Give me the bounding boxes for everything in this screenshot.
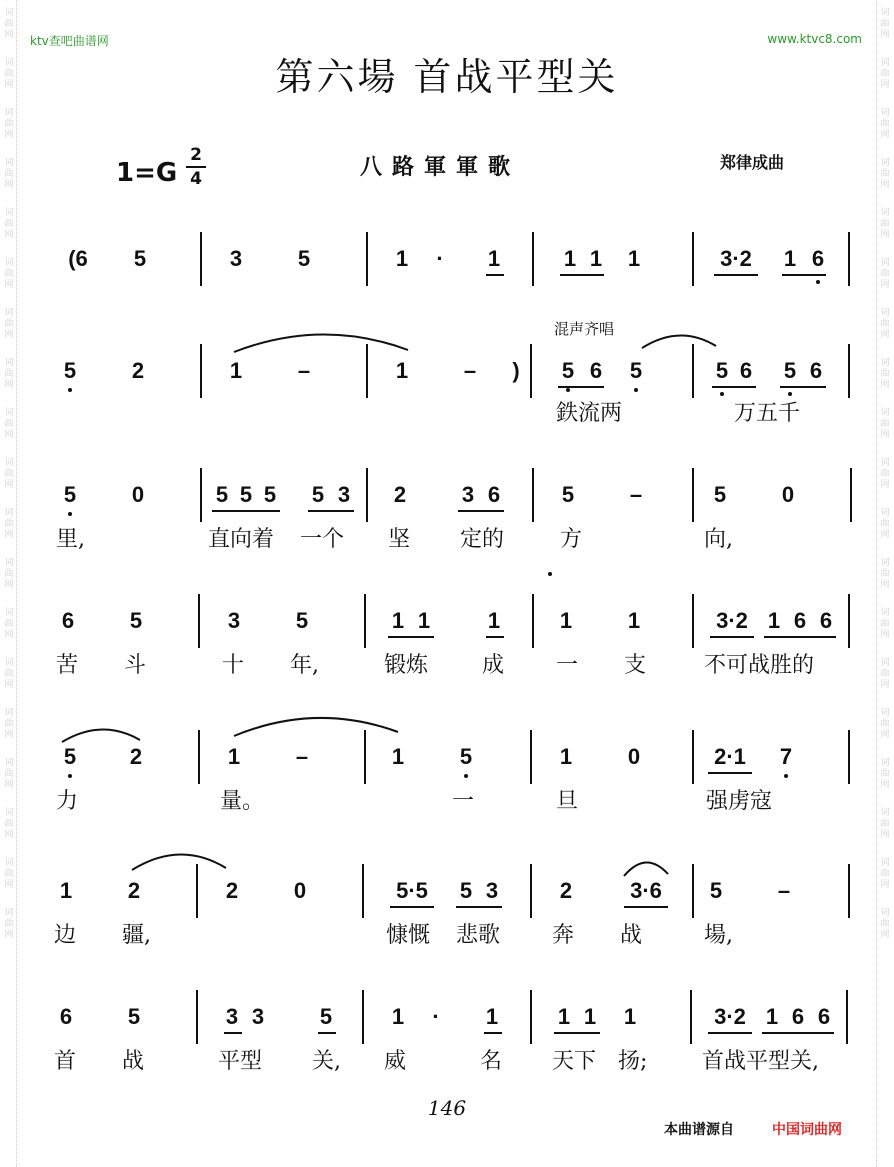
bar-line: [690, 990, 692, 1044]
lower-octave-dot: [68, 388, 72, 392]
underline: [782, 274, 826, 276]
note: 6: [809, 358, 823, 383]
watermark-text: 词曲网: [880, 408, 890, 440]
lyric: 疆,: [122, 923, 151, 948]
note: 6: [811, 246, 825, 271]
score-row-1: [0, 246, 894, 296]
bar-line: [692, 468, 694, 522]
watermark-text: 词曲网: [4, 508, 14, 540]
lyric: 向,: [704, 527, 733, 552]
note: 5: [561, 358, 575, 383]
note: 5: [713, 482, 727, 507]
watermark-text: 词曲网: [880, 758, 890, 790]
lyric: 战: [620, 923, 643, 948]
note: 0: [627, 744, 641, 769]
note: 3·2: [716, 608, 748, 633]
time-denominator: 4: [190, 169, 202, 189]
note: 1: [395, 358, 409, 383]
note: 5: [709, 878, 723, 903]
watermark-text: 词曲网: [4, 908, 14, 940]
note: ·: [432, 1004, 440, 1029]
watermark-text: 词曲网: [880, 858, 890, 890]
note: 5: [295, 608, 309, 633]
note: 0: [131, 482, 145, 507]
bar-line: [366, 344, 368, 398]
note: 6: [819, 608, 833, 633]
watermark-text: 词曲网: [880, 358, 890, 390]
bar-line: [848, 344, 850, 398]
note: 1: [765, 1004, 779, 1029]
stray-dot: [548, 572, 552, 576]
bar-line: [850, 468, 852, 522]
bar-line: [366, 232, 368, 286]
watermark-text: 词曲网: [880, 258, 890, 290]
bar-line: [198, 730, 200, 784]
song-title: 八路軍軍歌: [360, 154, 521, 180]
bar-line: [530, 344, 532, 398]
lower-octave-dot: [464, 774, 468, 778]
note: 5: [319, 1004, 333, 1029]
bar-line: [364, 730, 366, 784]
note: 1: [767, 608, 781, 633]
score-row-5: [0, 744, 894, 824]
note: 6: [817, 1004, 831, 1029]
note: 6: [487, 482, 501, 507]
lyric: 慷慨: [386, 923, 431, 948]
note: 1: [583, 1004, 597, 1029]
underline: [458, 510, 504, 512]
lyric: 支: [624, 653, 647, 678]
underline: [708, 772, 752, 774]
note: 5: [561, 482, 575, 507]
watermark-text: 词曲网: [880, 208, 890, 240]
note: 1: [391, 608, 405, 633]
lyric: 成: [482, 653, 505, 678]
bar-line: [362, 990, 364, 1044]
watermark-text: 词曲网: [880, 108, 890, 140]
note: 5·5: [396, 878, 428, 903]
watermark-text: 词曲网: [4, 708, 14, 740]
slur: [232, 708, 402, 738]
note: 1: [227, 744, 241, 769]
note: (6: [68, 246, 88, 271]
watermark-text: 词曲网: [4, 208, 14, 240]
header-right-site[interactable]: www.ktvc8.com: [767, 32, 862, 46]
note: 3: [485, 878, 499, 903]
right-margin-line: [876, 0, 877, 1167]
bar-line: [530, 730, 532, 784]
lyric: 鉄流两: [556, 401, 623, 426]
bar-line: [196, 864, 198, 918]
watermark-text: 词曲网: [880, 708, 890, 740]
bar-line: [196, 990, 198, 1044]
note: 1: [557, 1004, 571, 1029]
watermark-text: 词曲网: [4, 8, 14, 40]
note: 1: [391, 1004, 405, 1029]
bar-line: [366, 468, 368, 522]
bar-line: [848, 730, 850, 784]
bar-line: [692, 594, 694, 648]
lyric: 里,: [56, 527, 85, 552]
lyric: 扬;: [618, 1049, 648, 1074]
note: 2: [225, 878, 239, 903]
note: 5: [129, 608, 143, 633]
note: 6: [793, 608, 807, 633]
note: 3: [229, 246, 243, 271]
footer-source-label: 本曲谱源自: [664, 1122, 734, 1138]
note: 5: [263, 482, 277, 507]
note: 2·1: [714, 744, 746, 769]
note: 5: [63, 482, 77, 507]
note: –: [629, 482, 643, 507]
lower-octave-dot: [68, 512, 72, 516]
note: 3·2: [720, 246, 752, 271]
note: 5: [783, 358, 797, 383]
note: 5: [715, 358, 729, 383]
note: 3: [227, 608, 241, 633]
page-number: 146: [427, 1096, 467, 1120]
note: 1: [485, 1004, 499, 1029]
lyric: 战: [122, 1049, 145, 1074]
score-row-6: [0, 878, 894, 958]
watermark-text: 词曲网: [4, 108, 14, 140]
underline: [624, 906, 668, 908]
lyric: 旦: [556, 789, 579, 814]
slur: [130, 846, 230, 872]
note: –: [295, 744, 309, 769]
underline: [308, 510, 354, 512]
time-signature: [186, 146, 206, 188]
watermark-text: 词曲网: [4, 758, 14, 790]
note: 5: [629, 358, 643, 383]
note: 1: [229, 358, 243, 383]
note: 3: [225, 1004, 239, 1029]
note: 1: [559, 744, 573, 769]
note: 1: [563, 246, 577, 271]
lyric: 量。: [220, 789, 265, 814]
bar-line: [200, 232, 202, 286]
underline: [388, 636, 434, 638]
underline: [224, 1032, 242, 1034]
bar-line: [532, 232, 534, 286]
note: 1: [783, 246, 797, 271]
note: 3: [337, 482, 351, 507]
lower-octave-dot: [634, 388, 638, 392]
underline: [486, 636, 504, 638]
lyric: 年,: [290, 653, 319, 678]
watermark-text: 词曲网: [4, 258, 14, 290]
page-title: 第六場 首战平型关: [275, 55, 619, 99]
note: 2: [127, 878, 141, 903]
watermark-text: 词曲网: [4, 58, 14, 90]
note: –: [777, 878, 791, 903]
note: 1: [395, 246, 409, 271]
underline: [484, 1032, 502, 1034]
lyric: 强虏寇: [706, 789, 773, 814]
slur: [232, 324, 412, 354]
lyric: 名: [480, 1049, 503, 1074]
watermark-text: 词曲网: [4, 458, 14, 490]
note: 5: [311, 482, 325, 507]
lower-octave-dot: [784, 774, 788, 778]
lyric: 斗: [124, 653, 147, 678]
note: 3·6: [630, 878, 662, 903]
underline: [710, 636, 754, 638]
note: 5: [215, 482, 229, 507]
underline: [560, 274, 604, 276]
note: 5: [127, 1004, 141, 1029]
bar-line: [200, 344, 202, 398]
underline: [764, 636, 836, 638]
watermark-text: 词曲网: [4, 308, 14, 340]
note: 1: [627, 246, 641, 271]
bar-line: [530, 864, 532, 918]
note: 1: [559, 608, 573, 633]
bar-line: [200, 468, 202, 522]
lyric: 悲歌: [456, 923, 501, 948]
note: 6: [589, 358, 603, 383]
lyric: 边: [54, 923, 77, 948]
underline: [714, 274, 758, 276]
watermark-text: 词曲网: [4, 558, 14, 590]
right-watermark-strip: [878, 0, 892, 1167]
note: 1: [487, 608, 501, 633]
note: 1: [487, 246, 501, 271]
note: 3·2: [714, 1004, 746, 1029]
bar-line: [532, 468, 534, 522]
note: 1: [417, 608, 431, 633]
composer: 郑律成曲: [720, 153, 785, 172]
time-numerator: 2: [190, 145, 202, 165]
lyric: 力: [56, 789, 79, 814]
watermark-text: 词曲网: [4, 358, 14, 390]
watermark-text: 词曲网: [880, 808, 890, 840]
watermark-text: 词曲网: [880, 658, 890, 690]
lyric: 首: [54, 1049, 77, 1074]
note: 1: [623, 1004, 637, 1029]
bar-line: [848, 864, 850, 918]
score-row-3: [0, 482, 894, 562]
underline: [780, 386, 826, 388]
underline: [390, 906, 434, 908]
bar-line: [198, 594, 200, 648]
watermark-text: 词曲网: [880, 558, 890, 590]
note: 3: [461, 482, 475, 507]
note: ): [512, 358, 520, 383]
score-row-7: [0, 1004, 894, 1084]
note: 5: [459, 878, 473, 903]
note: ·: [436, 246, 444, 271]
underline: [558, 386, 604, 388]
lyric: 十: [222, 653, 245, 678]
lyric: 場,: [704, 923, 733, 948]
watermark-text: 词曲网: [880, 308, 890, 340]
note: 2: [393, 482, 407, 507]
watermark-text: 词曲网: [4, 408, 14, 440]
underline: [318, 1032, 336, 1034]
watermark-text: 词曲网: [880, 158, 890, 190]
note: 1: [391, 744, 405, 769]
watermark-text: 词曲网: [880, 8, 890, 40]
lyric: 不可战胜的: [704, 653, 815, 678]
note: 5: [63, 744, 77, 769]
note: 5: [297, 246, 311, 271]
note: 5: [63, 358, 77, 383]
bar-line: [362, 864, 364, 918]
left-margin-line: [16, 0, 17, 1167]
lyric: 一: [556, 653, 579, 678]
lyric: 坚: [388, 527, 411, 552]
note: 2: [129, 744, 143, 769]
underline: [762, 1032, 834, 1034]
watermark-text: 词曲网: [4, 808, 14, 840]
lyric: 万五千: [734, 401, 801, 426]
header-left-site[interactable]: ktv查吧曲谱网: [30, 34, 109, 48]
underline: [456, 906, 502, 908]
watermark-text: 词曲网: [4, 658, 14, 690]
lyric: 定的: [460, 527, 505, 552]
lyric: 关,: [312, 1049, 341, 1074]
watermark-text: 词曲网: [4, 858, 14, 890]
lower-octave-dot: [566, 388, 570, 392]
watermark-text: 词曲网: [880, 908, 890, 940]
note: 1: [589, 246, 603, 271]
lower-octave-dot: [68, 774, 72, 778]
slur: [60, 722, 144, 744]
lyric: 天下: [552, 1049, 597, 1074]
note: 6: [61, 608, 75, 633]
bar-line: [532, 594, 534, 648]
note: 5: [459, 744, 473, 769]
note: 6: [791, 1004, 805, 1029]
watermark-text: 词曲网: [4, 158, 14, 190]
watermark-text: 词曲网: [880, 608, 890, 640]
lyric: 锻炼: [384, 653, 429, 678]
key-signature: 1=G: [116, 158, 178, 188]
note: 2: [131, 358, 145, 383]
note: 3: [251, 1004, 265, 1029]
slur: [622, 856, 670, 878]
note: 6: [59, 1004, 73, 1029]
note: 1: [627, 608, 641, 633]
note: 6: [739, 358, 753, 383]
note: 0: [781, 482, 795, 507]
lyric: 威: [384, 1049, 407, 1074]
underline: [486, 274, 504, 276]
lyric: 一个: [300, 527, 345, 552]
note: 2: [559, 878, 573, 903]
score-row-4: [0, 608, 894, 688]
watermark-text: 词曲网: [880, 458, 890, 490]
lower-octave-dot: [816, 280, 820, 284]
watermark-text: 词曲网: [4, 608, 14, 640]
footer-site-link[interactable]: 中国词曲网: [772, 1122, 842, 1138]
note: –: [463, 358, 477, 383]
underline: [554, 1032, 600, 1034]
note: 1: [59, 878, 73, 903]
bar-line: [692, 344, 694, 398]
note: 5: [133, 246, 147, 271]
left-watermark-strip: [2, 0, 16, 1167]
lower-octave-dot: [720, 392, 724, 396]
bar-line: [692, 232, 694, 286]
annotation-mixed-chorus: 混声齐唱: [554, 320, 615, 338]
note: –: [297, 358, 311, 383]
note: 0: [293, 878, 307, 903]
lyric: 平型: [218, 1049, 263, 1074]
bar-line: [692, 730, 694, 784]
note: 5: [239, 482, 253, 507]
underline: [712, 386, 756, 388]
lyric: 奔: [552, 923, 575, 948]
note: 7: [779, 744, 793, 769]
bar-line: [846, 990, 848, 1044]
bar-line: [848, 232, 850, 286]
watermark-text: 词曲网: [880, 508, 890, 540]
bar-line: [692, 864, 694, 918]
bar-line: [530, 990, 532, 1044]
lyric: 方: [560, 527, 583, 552]
lyric: 一: [452, 789, 475, 814]
bar-line: [364, 594, 366, 648]
lyric: 直向着: [208, 527, 275, 552]
bar-line: [848, 594, 850, 648]
slur: [640, 328, 720, 350]
lyric: 苦: [56, 653, 79, 678]
watermark-text: 词曲网: [880, 58, 890, 90]
underline: [708, 1032, 752, 1034]
underline: [212, 510, 280, 512]
lyric: 首战平型关,: [702, 1049, 819, 1074]
